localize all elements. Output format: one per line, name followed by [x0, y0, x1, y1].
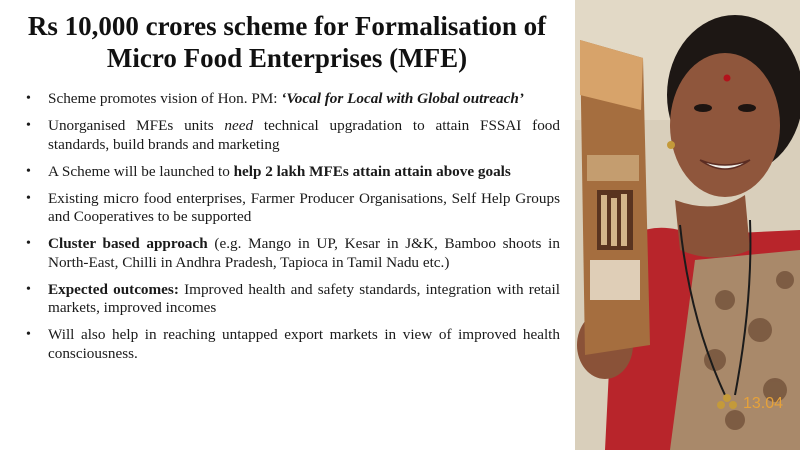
title-line-2: Micro Food Enterprises (MFE) [106, 43, 468, 73]
slide-title [0, 10, 574, 74]
bullet-dot-icon: • [26, 163, 31, 179]
bullet-item: • Existing micro food enterprises, Farmer Producer Organisations, Self Help Groups and Cooperatives to be supported [26, 189, 560, 225]
bullet-dot-icon: • [26, 327, 31, 342]
bullet-dot-icon: • [26, 91, 31, 106]
bullet-dot-icon: • [26, 118, 31, 133]
bullet-dot-icon: • [26, 281, 31, 297]
bullet-dot-icon: • [26, 236, 31, 251]
bullet-dot-icon: • [26, 190, 31, 206]
photo-timestamp: 13.04 [743, 395, 784, 412]
bullet-list [24, 90, 560, 372]
bullet-item: • Expected outcomes: Improved health and safety standards, integration with retail markets, improved incomes [26, 280, 560, 316]
bullet-item: • A Scheme will be launched to help 2 lakh MFEs attain attain above goals [26, 162, 511, 180]
title-line-1: Rs 10,000 crores scheme for Formalisation of [27, 11, 547, 41]
bullet-item: • Cluster based approach (e.g. Mango in UP, Kesar in J&K, Bamboo shoots in North-East, Chilli in Andhra Pradesh, Tapioca in Tamil Nadu etc.) [26, 235, 560, 271]
bullet-item: • Unorganised MFEs units need technical upgradation to attain FSSAI food standards, build brands and marketing [26, 117, 560, 153]
woman-with-product-photo [575, 0, 800, 450]
bullet-item: • Will also help in reaching untapped export markets in view of improved health consciousness. [26, 326, 560, 362]
bullet-item: • Scheme promotes vision of Hon. PM: ‘Vocal for Local with Global outreach’ [26, 90, 524, 107]
